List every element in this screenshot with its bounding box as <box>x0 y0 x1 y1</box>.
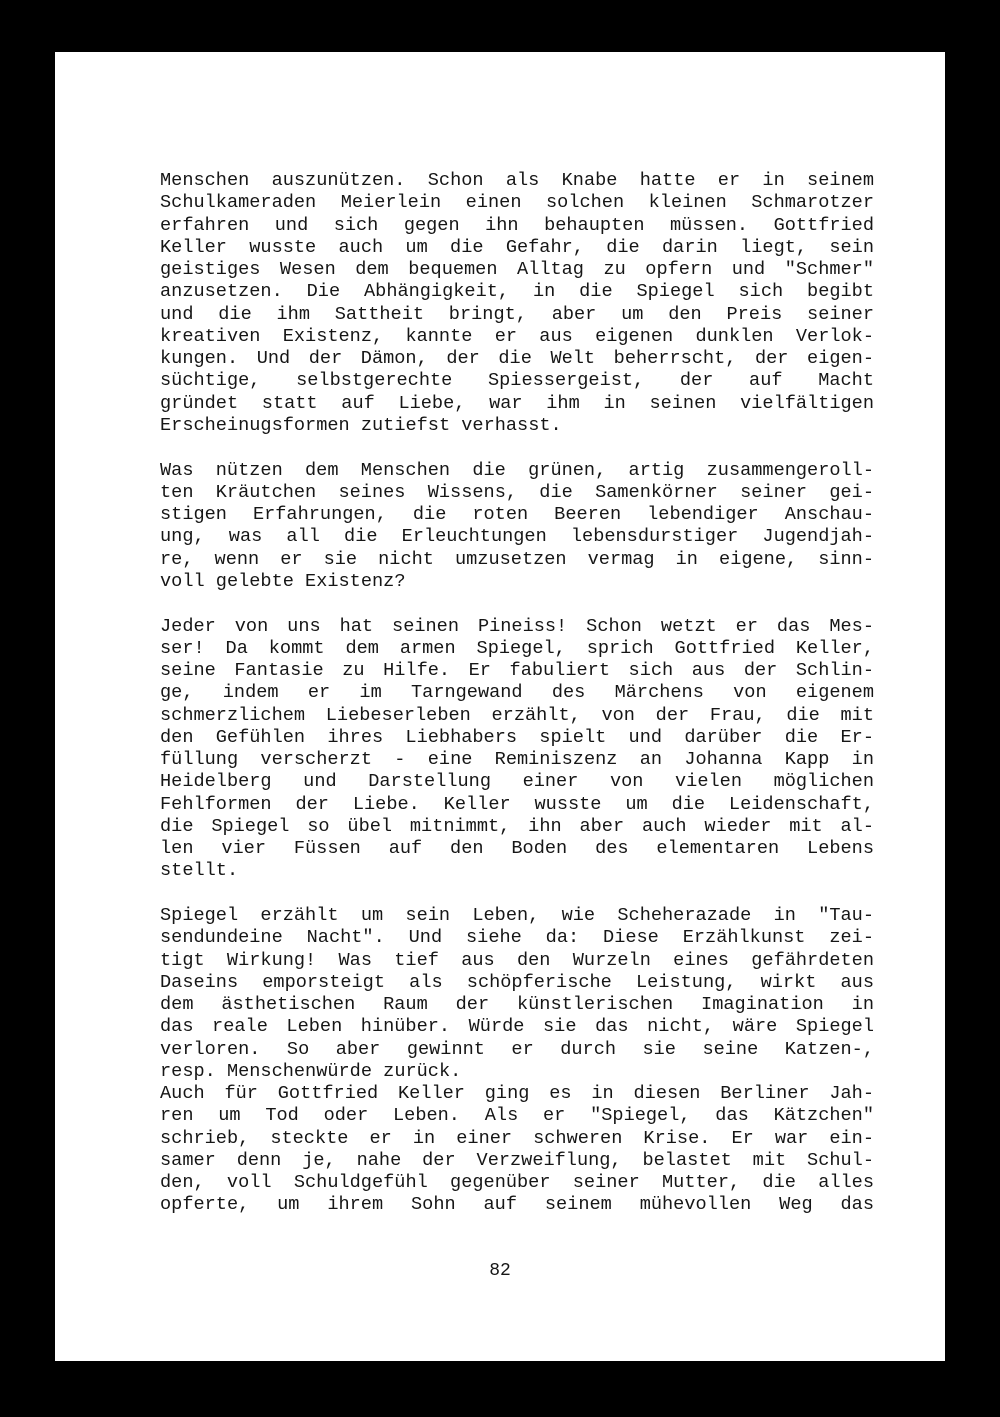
text-line: ren um Tod oder Leben. Als er "Spiegel, das Kätzchen" <box>160 1105 874 1127</box>
text-line: füllung verscherzt - eine Reminiszenz an Johanna Kapp in <box>160 749 874 770</box>
text-line: Heidelberg und Darstellung einer von vielen möglichen <box>160 771 874 793</box>
text-line: kreativen Existenz, kannte er aus eigenen dunklen Verlok- <box>160 325 874 347</box>
paragraph-5 <box>160 1083 874 1217</box>
page-number: 82 <box>489 1261 511 1281</box>
text-line: süchtige, selbstgerechte Spiessergeist, der auf Macht <box>160 370 874 392</box>
text-line: ge, indem er im Tarngewand des Märchens von eigenem <box>160 682 874 704</box>
text-line: Auch für Gottfried Keller ging es in diesen Berliner Jah- <box>160 1083 874 1104</box>
text-line: geistiges Wesen dem bequemen Alltag zu opfern und "Schmer" <box>160 259 874 280</box>
text-line: Spiegel erzählt um sein Leben, wie Scheherazade in "Tau- <box>160 905 874 926</box>
text-line: die Spiegel so übel mitnimmt, ihn aber auch wieder mit al- <box>160 815 874 837</box>
paragraph-2 <box>160 460 874 594</box>
text-line: gründet statt auf Liebe, war ihm in seinen vielfältigen <box>160 392 874 414</box>
text-line: opferte, um ihrem Sohn auf seinem mühevollen Weg das <box>160 1194 874 1216</box>
text-line: schmerzlichem Liebeserleben erzählt, von der Frau, die mit <box>160 704 874 726</box>
text-line: seine Fantasie zu Hilfe. Er fabuliert sich aus der Schlin- <box>160 660 874 681</box>
text-line: samer denn je, nahe der Verzweiflung, belastet mit Schul- <box>160 1149 874 1171</box>
text-line: Keller wusste auch um die Gefahr, die darin liegt, sein <box>160 236 874 258</box>
text-line: voll gelebte Existenz? <box>160 570 406 592</box>
text-line: Menschen auszunützen. Schon als Knabe hatte er in seinem <box>160 170 874 191</box>
text-line: stellt. <box>160 860 239 882</box>
text-line: tigt Wirkung! Was tief aus den Wurzeln eines gefährdeten <box>160 949 874 971</box>
text-line: verloren. So aber gewinnt er durch sie seine Katzen-, <box>160 1038 874 1060</box>
text-line: das reale Leben hinüber. Würde sie das nicht, wäre Spiegel <box>160 1016 874 1038</box>
paragraph-gap <box>160 883 874 906</box>
text-line: sendundeine Nacht". Und siehe da: Diese Erzählkunst zei- <box>160 927 874 949</box>
text-line: schrieb, steckte er in einer schweren Krise. Er war ein- <box>160 1127 874 1149</box>
text-line: len vier Füssen auf den Boden des elementaren Lebens <box>160 838 874 859</box>
text-line: anzusetzen. Die Abhängigkeit, in die Spiegel sich begibt <box>160 281 874 303</box>
paragraph-gap <box>160 593 874 616</box>
text-line: resp. Menschenwürde zurück. <box>160 1060 462 1082</box>
text-line: Schulkameraden Meierlein einen solchen kleinen Schmarotzer <box>160 192 874 214</box>
text-line: ung, was all die Erleuchtungen lebensdurstiger Jugendjah- <box>160 526 874 548</box>
text-line: stigen Erfahrungen, die roten Beeren lebendiger Anschau- <box>160 504 874 525</box>
text-line: ser! Da kommt dem armen Spiegel, sprich Gottfried Keller, <box>160 637 874 659</box>
text-line: Erscheinugsformen zutiefst verhasst. <box>160 414 562 436</box>
text-line: kungen. Und der Dämon, der die Welt beherrscht, der eigen- <box>160 348 874 369</box>
body-text <box>160 170 874 1217</box>
paragraph-3 <box>160 616 874 883</box>
paragraph-1 <box>160 170 874 437</box>
text-line: und die ihm Sattheit bringt, aber um den Preis seiner <box>160 303 874 325</box>
text-line: den Gefühlen ihres Liebhabers spielt und darüber die Er- <box>160 726 874 748</box>
text-line: erfahren und sich gegen ihn behaupten müssen. Gottfried <box>160 214 874 236</box>
text-line: Fehlformen der Liebe. Keller wusste um die Leidenschaft, <box>160 793 874 815</box>
text-line: dem ästhetischen Raum der künstlerischen Imagination in <box>160 994 874 1015</box>
text-line: Was nützen dem Menschen die grünen, artig zusammengeroll- <box>160 459 874 481</box>
text-line: ten Kräutchen seines Wissens, die Samenkörner seiner gei- <box>160 481 874 503</box>
paragraph-4 <box>160 905 874 1083</box>
text-line: Jeder von uns hat seinen Pineiss! Schon wetzt er das Mes- <box>160 615 874 637</box>
paragraph-gap <box>160 437 874 460</box>
text-line: Daseins emporsteigt als schöpferische Leistung, wirkt aus <box>160 971 874 993</box>
text-line: den, voll Schuldgefühl gegenüber seiner Mutter, die alles <box>160 1172 874 1193</box>
text-line: re, wenn er sie nicht umzusetzen vermag in eigene, sinn- <box>160 548 874 570</box>
